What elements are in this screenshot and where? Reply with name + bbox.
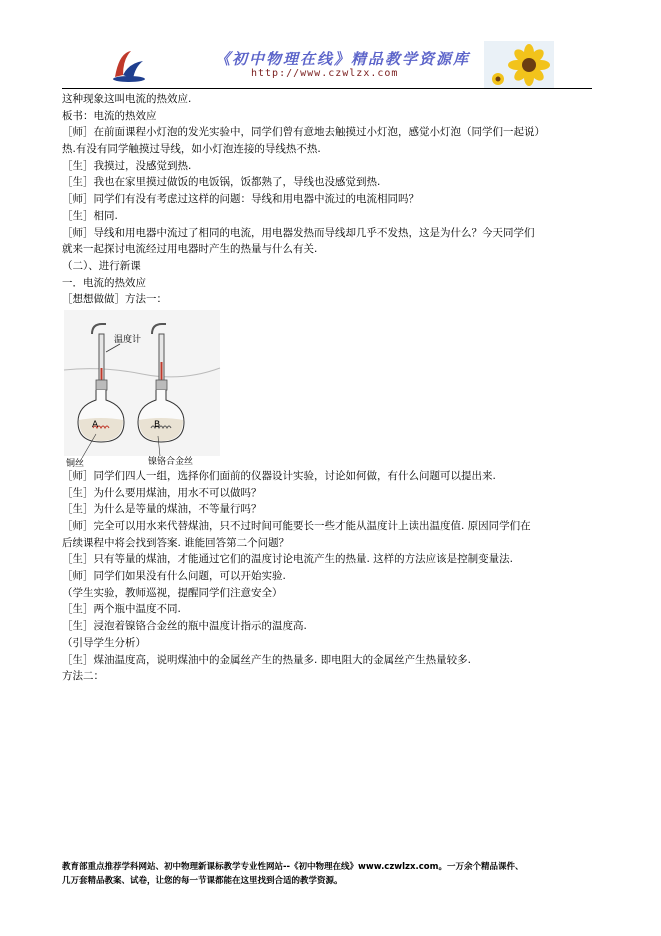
thermometer-label: 温度计: [114, 334, 142, 345]
text-line: ［师］导线和用电器中流过了相同的电流，用电器发热而导线却几乎不发热，这是为什么？今天同学们: [62, 226, 535, 239]
text-line: （引导学生分析）: [62, 636, 146, 649]
page-footer: [62, 860, 602, 888]
text-line: ［生］为什么要用煤油，用水不可以做吗？: [62, 486, 262, 499]
section-heading: （二）、进行新课: [62, 259, 141, 272]
sunflower-icon: [484, 41, 554, 88]
banner-url[interactable]: http://www.czwlzx.com: [251, 68, 399, 79]
text-line: ［想想做做］方法一：: [62, 293, 167, 306]
banner-title: 《初中物理在线》精品教学资源库: [215, 50, 471, 68]
text-line: （学生实验，教师巡视，提醒同学们注意安全）: [62, 586, 283, 599]
text-line: ［师］完全可以用水来代替煤油，只不过时间可能要长一些才能从温度计上读出温度值. 原因同学们在: [62, 520, 531, 532]
text-line: ［师］同学们四人一组，选择你们面前的仪器设计实验，讨论如何做，有什么问题可以提出来.: [62, 469, 496, 482]
text-line: ［师］同学们有没有考虑过这样的问题：导线和用电器中流过的电流相同吗？: [62, 193, 419, 206]
header-divider: [62, 88, 592, 89]
text-line: ［生］我摸过，没感觉到热.: [62, 159, 192, 172]
document-body: [62, 91, 594, 685]
site-logo-icon: [109, 45, 149, 85]
text-line: 方法二：: [62, 670, 104, 683]
nichrome-wire-label: 镍铬合金丝: [148, 456, 194, 467]
text-line: ［师］同学们如果没有什么问题，可以开始实验.: [62, 570, 286, 583]
header-banner: [93, 41, 554, 88]
section-heading: 一．电流的热效应: [62, 276, 146, 289]
text-line: ［生］煤油温度高，说明煤油中的金属丝产生的热量多. 即电阻大的金属丝产生热量较多.: [62, 653, 472, 666]
text-line: 板书：电流的热效应: [62, 109, 157, 122]
footer-line: 教育部重点推荐学科网站、初中物理新课标教学专业性网站--《初中物理在线》www.czwlzx.com。一万余个精品课件、: [62, 862, 524, 872]
flask-diagram: [62, 308, 222, 468]
text-line: ［生］两个瓶中温度不同.: [62, 603, 181, 616]
text-line: 这种现象这叫电流的热效应.: [62, 93, 192, 105]
text-line: 就来一起探讨电流经过用电器时产生的热量与什么有关.: [62, 243, 318, 256]
text-line: ［生］相同.: [62, 209, 118, 222]
text-line: ［师］在前面课程小灯泡的发光实验中，同学们曾有意地去触摸过小灯泡，感觉小灯泡（同学们一起说）: [62, 126, 545, 139]
text-line: ［生］为什么是等量的煤油，不等量行吗？: [62, 503, 262, 516]
text-line: ［生］浸泡着镍铬合金丝的瓶中温度计指示的温度高.: [62, 620, 307, 633]
text-line: 热.有没有同学触摸过导线，如小灯泡连接的导线热不热.: [62, 143, 321, 156]
flask-b-label: B: [154, 419, 161, 430]
experiment-figure: [62, 308, 594, 468]
copper-wire-label: 铜丝: [66, 458, 85, 469]
text-line: 后续课程中将会找到答案. 谁能回答第二个问题？: [62, 536, 290, 549]
text-line: ［生］我也在家里摸过做饭的电饭锅，饭都熟了，导线也没感觉到热.: [62, 176, 381, 189]
text-line: ［生］只有等量的煤油，才能通过它们的温度讨论电流产生的热量. 这样的方法应该是控制变量法.: [62, 553, 514, 566]
flask-a-label: A: [92, 419, 99, 430]
footer-line: 几万套精品教案、试卷，让您的每一节课都能在这里找到合适的教学资源。: [62, 876, 343, 886]
